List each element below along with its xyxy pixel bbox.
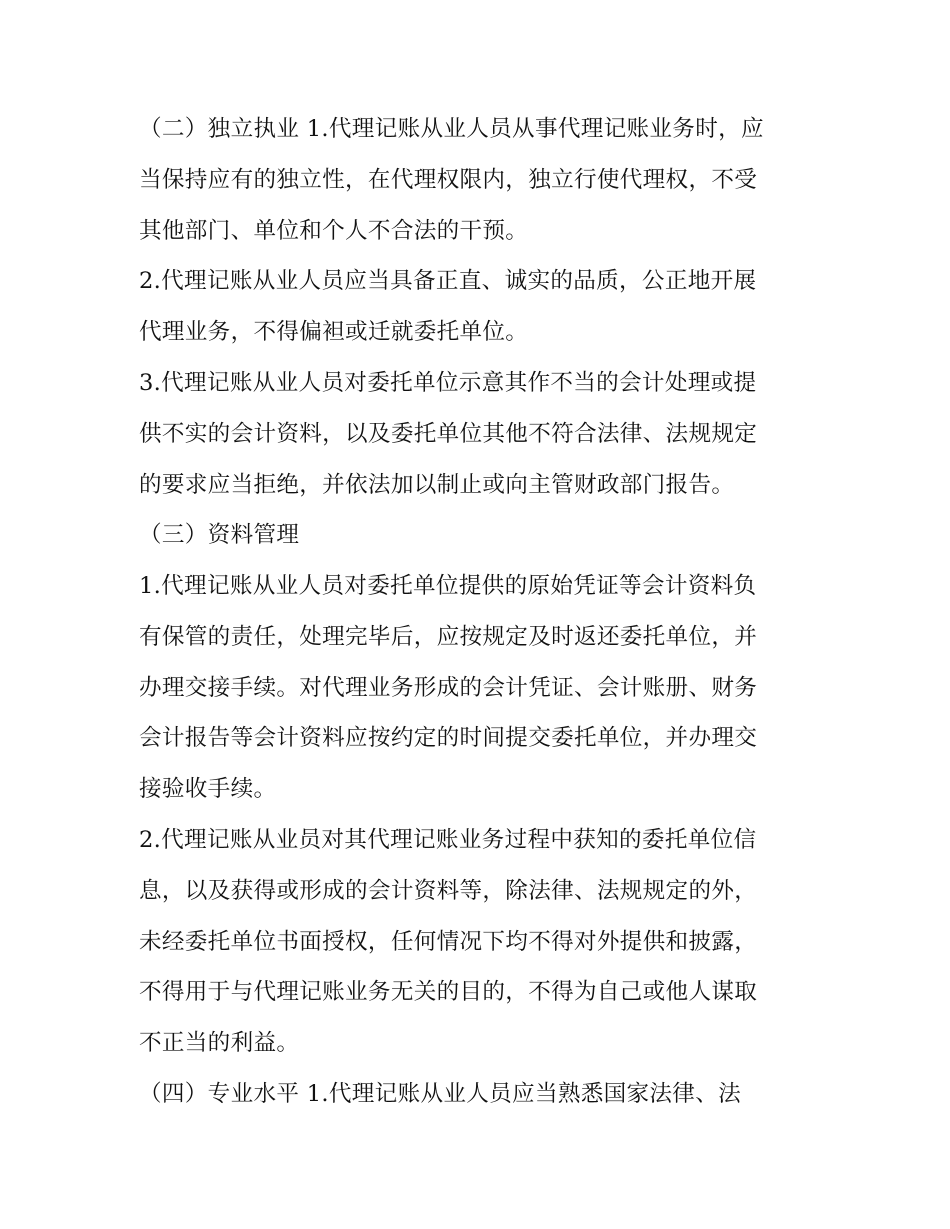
text-line: 接验收手续。	[139, 776, 277, 802]
text-line: （二）独立执业 1.代理记账从业人员从事代理记账业务时，应	[139, 116, 764, 142]
text-line: 3.代理记账从业人员对委托单位示意其作不当的会计处理或提	[139, 370, 757, 396]
text-line: （四）专业水平 1.代理记账从业人员应当熟悉国家法律、法	[139, 1081, 741, 1107]
text-line: 的要求应当拒绝，并依法加以制止或向主管财政部门报告。	[139, 472, 735, 498]
text-line: 其他部门、单位和个人不合法的干预。	[139, 218, 529, 244]
text-line: 供不实的会计资料，以及委托单位其他不符合法律、法规规定	[139, 421, 758, 447]
text-line: 不得用于与代理记账业务无关的目的，不得为自己或他人谋取	[139, 979, 758, 1005]
text-line: 息，以及获得或形成的会计资料等，除法律、法规规定的外，	[139, 878, 758, 904]
text-line: 1.代理记账从业人员对委托单位提供的原始凭证等会计资料负	[139, 573, 757, 599]
text-line: 当保持应有的独立性，在代理权限内，独立行使代理权，不受	[139, 167, 758, 193]
text-line: 不正当的利益。	[139, 1030, 300, 1056]
section-heading: （三）资料管理	[139, 522, 300, 548]
text-line: 2.代理记账从业员对其代理记账业务过程中获知的委托单位信	[139, 827, 757, 853]
text-line: 代理业务，不得偏袒或迁就委托单位。	[139, 319, 529, 345]
text-line: 2.代理记账从业人员应当具备正直、诚实的品质，公正地开展	[139, 268, 757, 294]
text-line: 有保管的责任，处理完毕后，应按规定及时返还委托单位，并	[139, 624, 758, 650]
text-line: 会计报告等会计资料应按约定的时间提交委托单位，并办理交	[139, 725, 758, 751]
text-line: 办理交接手续。对代理业务形成的会计凭证、会计账册、财务	[139, 675, 758, 701]
text-line: 未经委托单位书面授权，任何情况下均不得对外提供和披露，	[139, 929, 758, 955]
